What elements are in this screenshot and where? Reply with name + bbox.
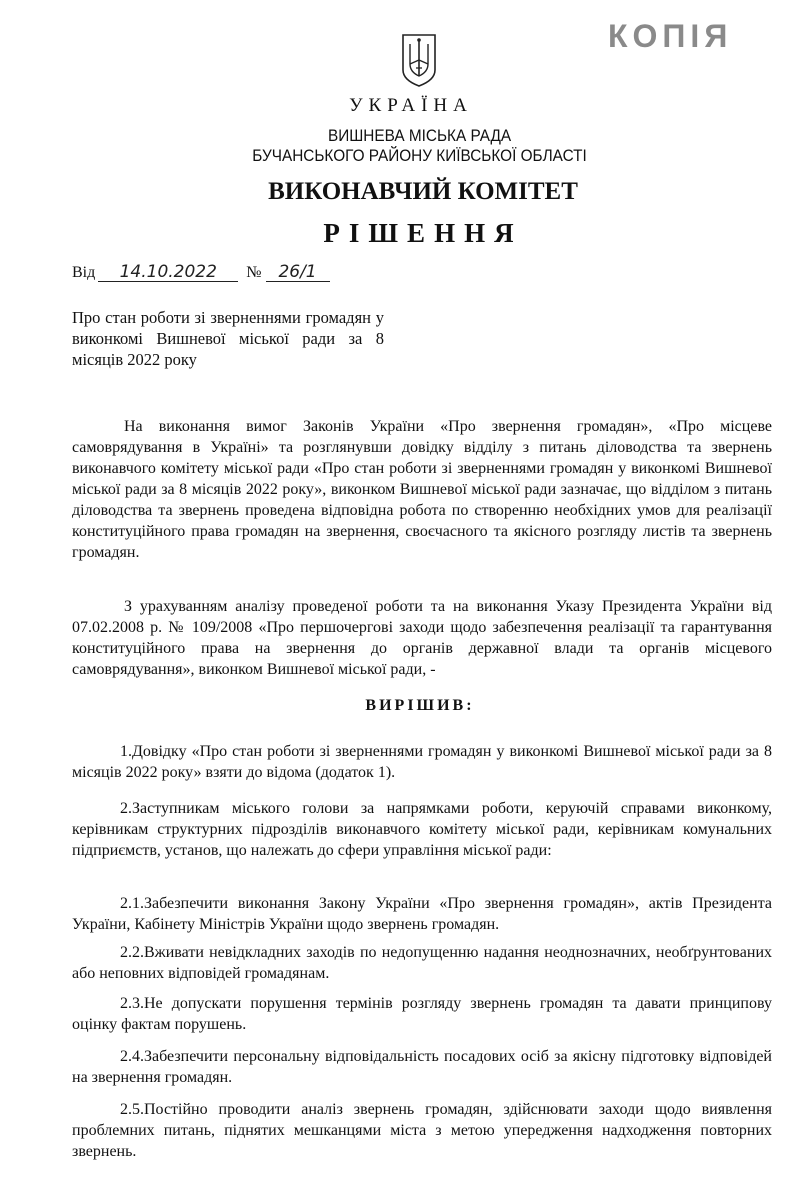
decision-item: 2.2.Вживати невідкладних заходів по недопущенню надання неоднозначних, необґрунтованих або неповних відповідей громадянам. <box>72 944 772 982</box>
number-label: № <box>246 264 262 281</box>
decision-item: 2.1.Забезпечити виконання Закону України «Про звернення громадян», актів Президента України, Кабінету Міністрів України щодо звернень громадян. <box>72 895 772 933</box>
copy-stamp: КОПІЯ <box>608 18 733 54</box>
decision-item: 2.5.Постійно проводити аналіз звернень громадян, здійснювати заходи щодо виявлення проблемних питань, піднятих мешканцями міста з метою упередження надходження повторних звернень. <box>72 1101 772 1160</box>
decision-item: 2.4.Забезпечити персональну відповідальність посадових осіб за якісну підготовку відповідей на звернення громадян. <box>72 1048 772 1086</box>
preamble-paragraph: На виконання вимог Законів України «Про звернення громадян», «Про місцеве самоврядування в Україні» та розглянувши довідку відділу з питань діловодства та звернень виконавчого комітету міської ради «Про стан роботи зі зверненнями громадян у виконкомі Вишневої міської ради за 8 місяців 2022 року», виконком Вишневої міської ради зазначає, що відділом з питань діловодства та звернень проведена відповідна робота по створенню необхідних умов для реалізації конституційного права громадян на звернення, своєчасного та якісного розгляду листів та звернень громадян. <box>72 418 772 561</box>
handwritten-date: 14.10.2022 <box>98 263 238 282</box>
decision-subject: Про стан роботи зі зверненнями громадян у виконкомі Вишневої міської ради за 8 місяців 2022 року <box>72 308 384 369</box>
council-name: ВИШНЕВА МІСЬКА РАДА <box>327 127 512 145</box>
decided-heading: ВИРІШИВ: <box>365 697 475 714</box>
dateline <box>72 263 330 282</box>
coat-of-arms-icon <box>400 32 438 88</box>
preamble-paragraph: З урахуванням аналізу проведеної роботи та на виконання Указу Президента України від 07.02.2008 р. № 109/2008 «Про першочергові заходи щодо забезпечення реалізації та гарантування конституційного права на звернення до органів державної влади та органів місцевого самоврядування», виконком Вишневої міської ради, - <box>72 598 772 678</box>
decision-item: 2.3.Не допускати порушення термінів розгляду звернень громадян та давати принципову оцінку фактам порушень. <box>72 995 772 1033</box>
decision-item: 1.Довідку «Про стан роботи зі зверненнями громадян у виконкомі Вишневої міської ради за 8 місяців 2022 року» взяти до відома (додаток 1). <box>72 743 772 781</box>
handwritten-number: 26/1 <box>266 263 330 282</box>
country-title: УКРАЇНА <box>349 95 473 116</box>
decision-item: 2.Заступникам міського голови за напрямками роботи, керуючій справами виконкому, керівникам структурних підрозділів виконавчого комітету міської ради, керівникам комунальних підприємств, установ, що належать до сфери управління міської ради: <box>72 800 772 859</box>
decision-title: РІШЕННЯ <box>323 218 523 248</box>
committee-title: ВИКОНАВЧИЙ КОМІТЕТ <box>268 178 578 205</box>
date-label: Від <box>72 264 96 281</box>
council-district: БУЧАНСЬКОГО РАЙОНУ КИЇВСЬКОЇ ОБЛАСТІ <box>252 147 587 165</box>
